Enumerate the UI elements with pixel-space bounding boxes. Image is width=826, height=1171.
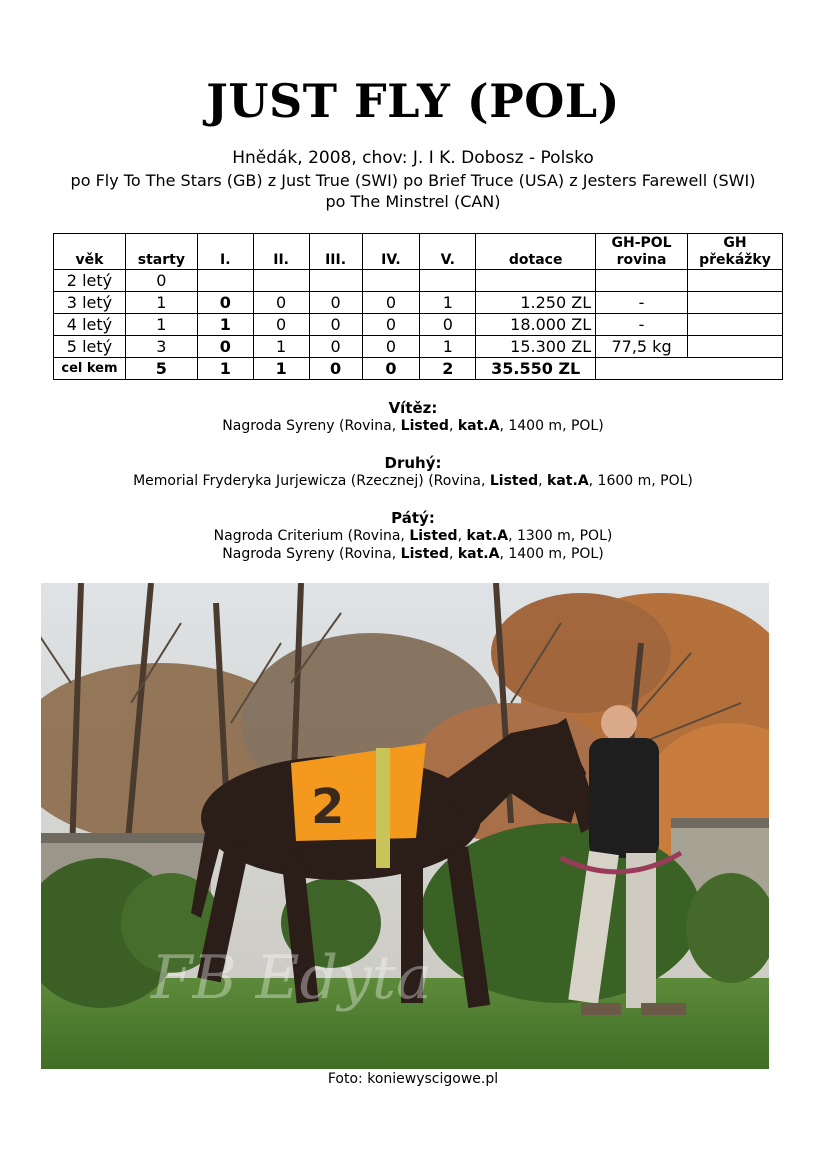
- place-cell: 1: [420, 336, 476, 358]
- ghpol-cell: -: [596, 292, 688, 314]
- col-header: I.: [197, 234, 253, 270]
- race-line: [0, 527, 826, 545]
- place-cell: 0: [197, 292, 253, 314]
- ghpol-cell: 77,5 kg: [596, 336, 688, 358]
- ghpol-cell: [596, 270, 688, 292]
- race-listed: Listed: [400, 418, 449, 434]
- col-header-part: GH-POL: [611, 235, 672, 251]
- place-cell: 0: [253, 314, 309, 336]
- col-header-ghpol: [596, 234, 688, 270]
- total-label: cel kem: [54, 358, 126, 380]
- race-listed: Listed: [489, 473, 539, 489]
- race-line: [0, 472, 826, 490]
- fifth-section: [0, 509, 826, 563]
- race-kat: kat.A: [457, 418, 500, 434]
- col-header-gh: [687, 234, 782, 270]
- place-cell: [253, 270, 309, 292]
- race-sep: ,: [448, 546, 458, 562]
- place-cell: 0: [362, 336, 420, 358]
- race-listed: Listed: [409, 528, 458, 544]
- starts-cell: 1: [125, 292, 197, 314]
- total-place: 0: [362, 358, 420, 380]
- pedigree-line: po Fly To The Stars (GB) z Just True (SWI) po Brief Truce (USA) z Jesters Farewell (SWI): [70, 171, 756, 190]
- race-kat: kat.A: [547, 473, 589, 489]
- place-cell: 0: [420, 314, 476, 336]
- race-text: , 1600 m, POL): [588, 473, 693, 489]
- place-cell: 0: [253, 292, 309, 314]
- race-text: Memorial Fryderyka Jurjewicza (Rzecznej) (Rovina,: [133, 473, 490, 489]
- place-cell: [309, 270, 362, 292]
- place-cell: [362, 270, 420, 292]
- race-sep: ,: [448, 418, 458, 434]
- photo-caption: Foto: koniewyscigowe.pl: [327, 1071, 499, 1087]
- horse-photo: [41, 583, 769, 1069]
- col-header: IV.: [362, 234, 420, 270]
- gh-cell: [687, 270, 782, 292]
- col-header: dotace: [476, 234, 596, 270]
- place-cell: 0: [309, 292, 362, 314]
- race-kat: kat.A: [466, 528, 509, 544]
- table-row: [54, 270, 783, 292]
- horse-name-title: JUST FLY (POL): [206, 74, 620, 128]
- total-prize: 35.550 ZL: [476, 358, 596, 380]
- section-heading: Vítěz:: [388, 399, 438, 417]
- race-text: , 1400 m, POL): [499, 418, 604, 434]
- prize-cell: 1.250 ZL: [476, 292, 596, 314]
- col-header: starty: [125, 234, 197, 270]
- race-line: [0, 545, 826, 563]
- prize-cell: [476, 270, 596, 292]
- ghpol-cell: -: [596, 314, 688, 336]
- place-cell: 1: [197, 314, 253, 336]
- section-heading: Pátý:: [391, 509, 435, 527]
- col-header-part: překážky: [699, 252, 771, 268]
- col-header: věk: [54, 234, 126, 270]
- horse-info-line: Hnědák, 2008, chov: J. I K. Dobosz - Polsko: [232, 148, 594, 168]
- place-cell: 1: [253, 336, 309, 358]
- starts-cell: 0: [125, 270, 197, 292]
- gh-cell: [687, 292, 782, 314]
- horse-photo-illustration: [41, 583, 769, 1069]
- gh-cell: [687, 336, 782, 358]
- age-cell: 3 letý: [54, 292, 126, 314]
- race-kat: kat.A: [457, 546, 500, 562]
- saddle-number: 2: [311, 779, 345, 835]
- total-place: 1: [197, 358, 253, 380]
- col-header: II.: [253, 234, 309, 270]
- table-header-row: [54, 234, 783, 270]
- second-section: [0, 454, 826, 490]
- photo-watermark: FB Edyta: [151, 943, 432, 1013]
- race-sep: ,: [457, 528, 467, 544]
- starts-cell: 3: [125, 336, 197, 358]
- place-cell: 0: [362, 314, 420, 336]
- race-text: , 1300 m, POL): [508, 528, 613, 544]
- col-header: V.: [420, 234, 476, 270]
- starts-cell: 1: [125, 314, 197, 336]
- age-cell: 5 letý: [54, 336, 126, 358]
- col-header-part: rovina: [616, 252, 667, 268]
- prize-cell: 18.000 ZL: [476, 314, 596, 336]
- col-header-part: GH: [723, 235, 747, 251]
- race-listed: Listed: [400, 546, 449, 562]
- place-cell: 0: [362, 292, 420, 314]
- race-text: Nagroda Syreny (Rovina,: [222, 418, 401, 434]
- age-cell: 4 letý: [54, 314, 126, 336]
- age-cell: 2 letý: [54, 270, 126, 292]
- place-cell: 0: [309, 336, 362, 358]
- total-empty: [596, 358, 783, 380]
- race-sep: ,: [538, 473, 548, 489]
- table-row: [54, 292, 783, 314]
- place-cell: 0: [197, 336, 253, 358]
- total-place: 2: [420, 358, 476, 380]
- total-place: 0: [309, 358, 362, 380]
- table-total-row: [54, 358, 783, 380]
- pedigree-line-continued: po The Minstrel (CAN): [325, 192, 501, 211]
- total-starts: 5: [125, 358, 197, 380]
- place-cell: [197, 270, 253, 292]
- race-record-table: [53, 233, 783, 380]
- section-heading: Druhý:: [384, 454, 442, 472]
- race-text: , 1400 m, POL): [499, 546, 604, 562]
- place-cell: 1: [420, 292, 476, 314]
- col-header: III.: [309, 234, 362, 270]
- winner-section: [0, 399, 826, 435]
- prize-cell: 15.300 ZL: [476, 336, 596, 358]
- table-row: [54, 336, 783, 358]
- race-text: Nagroda Criterium (Rovina,: [213, 528, 410, 544]
- place-cell: [420, 270, 476, 292]
- gh-cell: [687, 314, 782, 336]
- table-row: [54, 314, 783, 336]
- total-place: 1: [253, 358, 309, 380]
- race-line: [0, 417, 826, 435]
- race-text: Nagroda Syreny (Rovina,: [222, 546, 401, 562]
- place-cell: 0: [309, 314, 362, 336]
